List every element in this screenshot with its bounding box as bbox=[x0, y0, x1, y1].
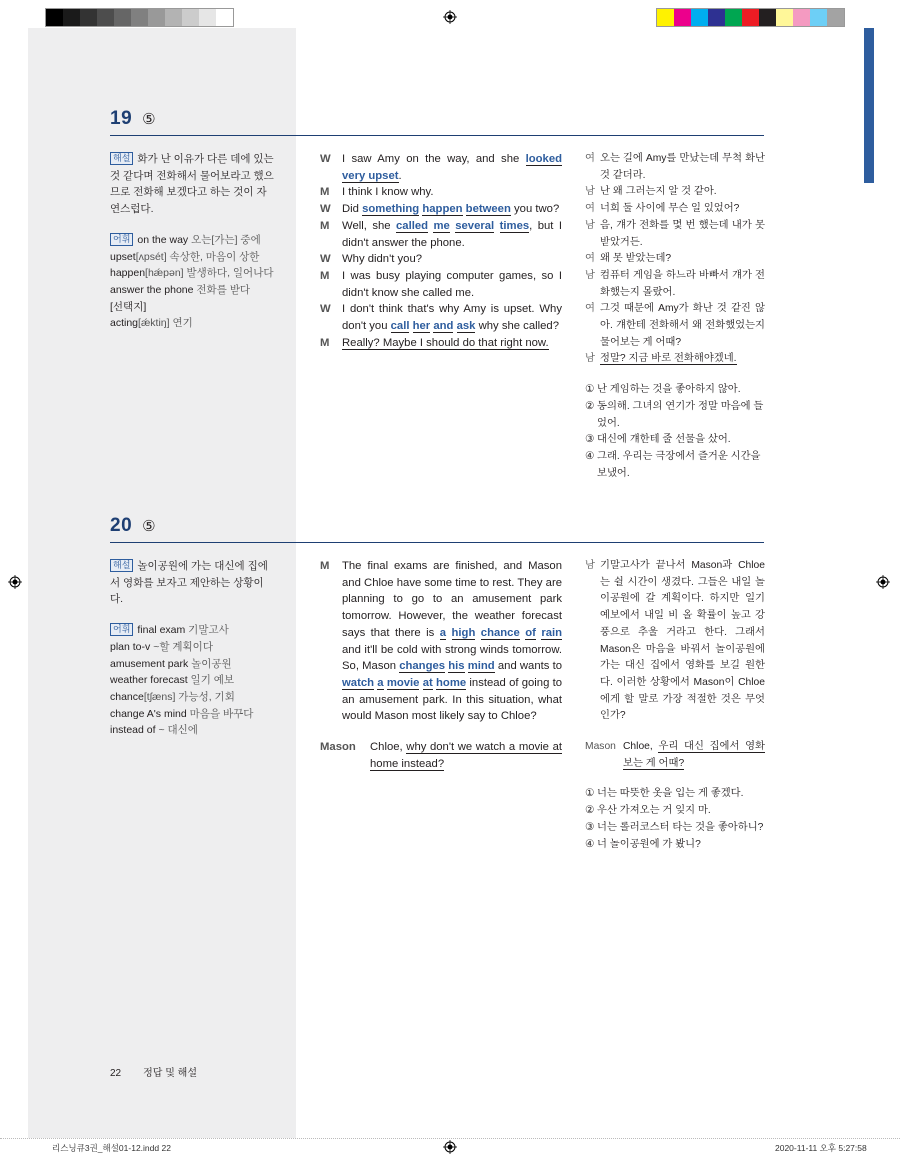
q19-translation bbox=[585, 151, 765, 482]
vocab-tag: 어휘 bbox=[110, 623, 133, 636]
answer-option: ④ 그래. 우리는 극장에서 즐거운 시간을 보냈어. bbox=[585, 450, 761, 479]
vocab-tag: 어휘 bbox=[110, 233, 133, 246]
q20-translation bbox=[585, 558, 765, 853]
q19-explanation: 해설 화가 난 이유가 다른 데에 있는 것 같다며 전화해서 물어보라고 했으므로 전화해 보겠다고 하는 것이 자연스럽다. bbox=[110, 153, 274, 216]
registration-mark-bottom bbox=[443, 1140, 457, 1154]
dialogue-line: M I think I know why. bbox=[320, 186, 434, 199]
print-date: 2020-11-11 오후 5:27:58 bbox=[775, 1143, 867, 1153]
vocab-item: plan to-v ~할 계획이다 bbox=[110, 640, 213, 653]
vocab-item: 어휘 final exam 기말고사 bbox=[110, 622, 275, 639]
translation-line: 여 너희 둘 사이에 무슨 일 있었어? bbox=[585, 203, 740, 215]
dialogue-line: W Why didn't you? bbox=[320, 253, 423, 266]
explanation-tag: 해설 bbox=[110, 559, 133, 572]
q19-header bbox=[110, 108, 156, 130]
dialogue-line: W Did something happen between you two? bbox=[320, 203, 560, 216]
q20-notes bbox=[110, 558, 275, 739]
translation-line: 여 그것 때문에 Amy가 화난 것 같진 않아. 걔한테 전화해서 왜 전화했었는지 물어보는 게 어때? bbox=[585, 303, 765, 348]
q20-number: 20 bbox=[110, 515, 133, 536]
color-swatches bbox=[656, 8, 845, 27]
dialogue-line: M I was busy playing computer games, so I didn't know she called me. bbox=[320, 269, 562, 299]
answer-option: ② 동의해. 그녀의 연기가 정말 마음에 들었어. bbox=[585, 400, 764, 429]
vocab-item: 어휘 on the way 오는[가는] 중에 bbox=[110, 232, 275, 249]
translation-line: 남 기말고사가 끝나서 Mason과 Chloe는 쉴 시간이 생겼다. 그들은 내일 놀이공원에 갈 계획이다. 하지만 일기 예보에서 내일 비 올 확률이 높고 강풍으로 추울 거라고 한다. 그래서 Mason은 마음을 바꿔서 놀이공원에 가는 대신 집에서 영화를 보길 원한다. 이러한 상황에서 Mason이 Chloe에게 할 말로 가장 적절한 것은 무엇인가? bbox=[585, 560, 765, 722]
vocab-item: amusement park 놀이공원 bbox=[110, 657, 232, 670]
answer-option: ① 너는 따뜻한 옷을 입는 게 좋겠다. bbox=[585, 788, 744, 800]
q19-divider bbox=[110, 135, 764, 136]
vocab-item: [선택지] bbox=[110, 300, 147, 313]
q19-dialogue bbox=[320, 151, 562, 351]
trim-line bbox=[0, 1138, 900, 1139]
dialogue-line: M Well, she called me several times, but I didn't answer the phone. bbox=[320, 219, 562, 249]
q20-explanation: 해설 놀이공원에 가는 대신에 집에서 영화를 보자고 제안하는 상황이다. bbox=[110, 560, 268, 606]
dialogue-line: M Really? Maybe I should do that right now. bbox=[320, 336, 549, 349]
answer-option: ③ 대신에 걔한테 줄 선물을 샀어. bbox=[585, 434, 731, 446]
vocab-item: answer the phone 전화를 받다 bbox=[110, 283, 251, 296]
translation-line: 남 컴퓨터 게임을 하느라 바빠서 걔가 전화했는지 몰랐어. bbox=[585, 269, 765, 298]
dialogue-line: W I saw Amy on the way, and she looked very upset. bbox=[320, 153, 562, 182]
vocab-item: instead of ~ 대신에 bbox=[110, 724, 198, 737]
registration-mark-right bbox=[876, 575, 890, 589]
vocab-item: weather forecast 일기 예보 bbox=[110, 674, 235, 687]
q19-notes bbox=[110, 151, 275, 332]
registration-mark-left bbox=[8, 575, 22, 589]
vocab-item: chance[tʃæns] 가능성, 기회 bbox=[110, 690, 235, 703]
edge-tab bbox=[864, 28, 874, 183]
vocab-item: happen[hǽpən] 발생하다, 일어나다 bbox=[110, 267, 274, 280]
translation-line: Mason Chloe, 우리 대신 집에서 영화 보는 게 어때? bbox=[585, 741, 765, 769]
answer-option: ② 우산 가져오는 거 잊지 마. bbox=[585, 805, 711, 817]
dialogue-line: M The final exams are finished, and Mason and Chloe have some time to rest. They are planning to go to an amusement park tomorrow. However, the weather forecast says that there is a high chance of rain and it'll be cold with strong winds tomorrow. So, Mason changes his mind and wants to watch a movie at home instead of going to an amusement park. In this situation, what would Mason most likely say to Chloe? bbox=[320, 560, 563, 723]
translation-line: 남 음, 걔가 전화를 몇 번 했는데 내가 못 받았거든. bbox=[585, 219, 765, 248]
explanation-tag: 해설 bbox=[110, 152, 133, 165]
q19-answer: ⑤ bbox=[142, 111, 156, 128]
section-title: 정답 및 해설 bbox=[143, 1068, 197, 1079]
q20-header bbox=[110, 515, 156, 537]
page-footer bbox=[110, 1064, 219, 1079]
answer-option: ④ 너 놀이공원에 가 봤니? bbox=[585, 838, 701, 850]
q20-divider bbox=[110, 542, 764, 543]
translation-line: 남 난 왜 그러는지 알 것 같아. bbox=[585, 186, 717, 198]
vocab-item: upset[ʌpsét] 속상한, 마음이 상한 bbox=[110, 250, 260, 263]
dialogue-line: Mason Chloe, why don't we watch a movie at home instead? bbox=[320, 741, 563, 770]
answer-option: ① 난 게임하는 것을 좋아하지 않아. bbox=[585, 384, 741, 396]
vocab-item: change A's mind 마음을 바꾸다 bbox=[110, 707, 254, 720]
grayscale-swatches bbox=[45, 8, 234, 27]
translation-line: 여 오는 길에 Amy를 만났는데 무척 화난 것 같더라. bbox=[585, 153, 765, 181]
q20-answer: ⑤ bbox=[142, 518, 156, 535]
translation-line: 여 왜 못 받았는데? bbox=[585, 253, 672, 265]
q20-dialogue bbox=[320, 558, 562, 772]
dialogue-line: W I don't think that's why Amy is upset. Why don't you call her and ask why she called? bbox=[320, 303, 562, 333]
q19-number: 19 bbox=[110, 108, 133, 129]
file-slug: 리스닝큐3권_해설01-12.indd 22 bbox=[52, 1143, 171, 1153]
registration-mark-top bbox=[443, 10, 457, 24]
translation-line: 남 정말? 지금 바로 전화해야겠네. bbox=[585, 353, 737, 365]
page-number: 22 bbox=[110, 1068, 122, 1079]
vocab-item: acting[ǽktiŋ] 연기 bbox=[110, 317, 193, 330]
answer-option: ③ 너는 롤러코스터 타는 것을 좋아하니? bbox=[585, 821, 764, 833]
